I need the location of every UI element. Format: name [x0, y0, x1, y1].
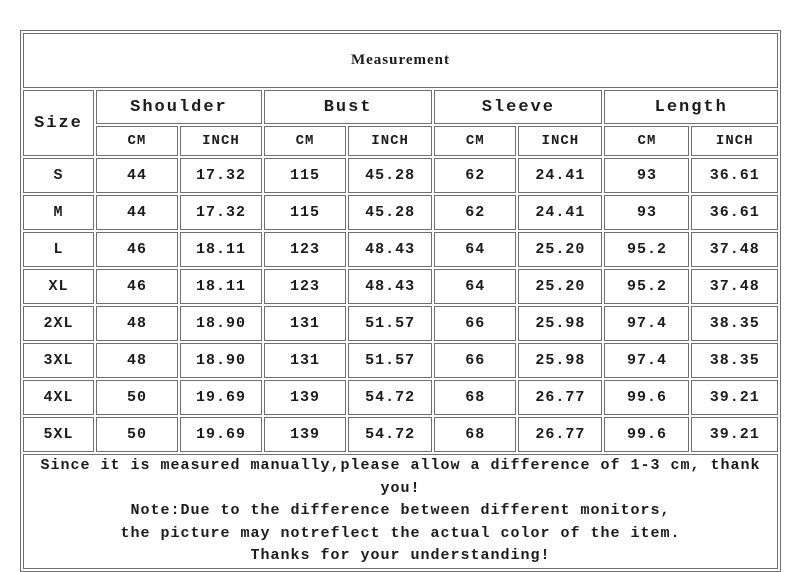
- value-cell: 39.21: [691, 380, 778, 415]
- value-cell: 93: [604, 195, 689, 230]
- size-cell: L: [23, 232, 94, 267]
- size-cell: 2XL: [23, 306, 94, 341]
- value-cell: 51.57: [348, 343, 432, 378]
- unit-header-sleeve-inch: INCH: [518, 126, 602, 156]
- value-cell: 48.43: [348, 232, 432, 267]
- value-cell: 36.61: [691, 158, 778, 193]
- value-cell: 18.11: [180, 232, 262, 267]
- note-line-4: Thanks for your understanding!: [250, 547, 551, 564]
- value-cell: 24.41: [518, 158, 602, 193]
- page-title: Measurement: [23, 33, 778, 88]
- value-cell: 18.11: [180, 269, 262, 304]
- value-cell: 99.6: [604, 380, 689, 415]
- value-cell: 115: [264, 195, 346, 230]
- unit-header-length-cm: CM: [604, 126, 689, 156]
- group-header-shoulder: Shoulder: [96, 90, 262, 124]
- value-cell: 19.69: [180, 417, 262, 452]
- table-row: [23, 380, 778, 415]
- value-cell: 54.72: [348, 417, 432, 452]
- value-cell: 36.61: [691, 195, 778, 230]
- size-cell: 5XL: [23, 417, 94, 452]
- table-row: [23, 158, 778, 193]
- value-cell: 17.32: [180, 158, 262, 193]
- value-cell: 48.43: [348, 269, 432, 304]
- value-cell: 99.6: [604, 417, 689, 452]
- value-cell: 66: [434, 306, 516, 341]
- footer-row: [23, 454, 778, 569]
- value-cell: 51.57: [348, 306, 432, 341]
- value-cell: 123: [264, 232, 346, 267]
- value-cell: 44: [96, 158, 178, 193]
- value-cell: 25.98: [518, 306, 602, 341]
- value-cell: 139: [264, 380, 346, 415]
- size-chart: [20, 30, 781, 572]
- size-cell: S: [23, 158, 94, 193]
- value-cell: 25.98: [518, 343, 602, 378]
- value-cell: 131: [264, 306, 346, 341]
- value-cell: 38.35: [691, 343, 778, 378]
- value-cell: 37.48: [691, 232, 778, 267]
- value-cell: 18.90: [180, 306, 262, 341]
- value-cell: 45.28: [348, 158, 432, 193]
- value-cell: 68: [434, 417, 516, 452]
- value-cell: 62: [434, 195, 516, 230]
- value-cell: 62: [434, 158, 516, 193]
- value-cell: 95.2: [604, 232, 689, 267]
- measurement-table: [20, 30, 781, 572]
- value-cell: 17.32: [180, 195, 262, 230]
- unit-header-bust-inch: INCH: [348, 126, 432, 156]
- unit-header-sleeve-cm: CM: [434, 126, 516, 156]
- value-cell: 48: [96, 343, 178, 378]
- footer-note: [23, 454, 778, 569]
- value-cell: 19.69: [180, 380, 262, 415]
- group-header-length: Length: [604, 90, 778, 124]
- group-header-row: [23, 90, 778, 124]
- title-row: [23, 33, 778, 88]
- unit-header-shoulder-cm: CM: [96, 126, 178, 156]
- value-cell: 26.77: [518, 380, 602, 415]
- table-row: [23, 232, 778, 267]
- table-row: [23, 343, 778, 378]
- size-cell: 4XL: [23, 380, 94, 415]
- table-row: [23, 195, 778, 230]
- table-row: [23, 417, 778, 452]
- value-cell: 123: [264, 269, 346, 304]
- value-cell: 50: [96, 417, 178, 452]
- size-cell: 3XL: [23, 343, 94, 378]
- note-line-3: the picture may notreflect the actual color of the item.: [120, 524, 681, 542]
- unit-header-length-inch: INCH: [691, 126, 778, 156]
- value-cell: 54.72: [348, 380, 432, 415]
- size-column-header: Size: [23, 90, 94, 156]
- value-cell: 64: [434, 269, 516, 304]
- value-cell: 66: [434, 343, 516, 378]
- value-cell: 115: [264, 158, 346, 193]
- value-cell: 93: [604, 158, 689, 193]
- table-row: [23, 269, 778, 304]
- value-cell: 46: [96, 269, 178, 304]
- group-header-bust: Bust: [264, 90, 432, 124]
- value-cell: 37.48: [691, 269, 778, 304]
- note-line-1: Since it is measured manually,please allow a difference of 1-3 cm, thank you!: [40, 457, 761, 497]
- value-cell: 50: [96, 380, 178, 415]
- value-cell: 46: [96, 232, 178, 267]
- value-cell: 68: [434, 380, 516, 415]
- value-cell: 25.20: [518, 269, 602, 304]
- value-cell: 38.35: [691, 306, 778, 341]
- unit-header-row: [23, 126, 778, 156]
- value-cell: 95.2: [604, 269, 689, 304]
- value-cell: 48: [96, 306, 178, 341]
- value-cell: 18.90: [180, 343, 262, 378]
- value-cell: 139: [264, 417, 346, 452]
- size-cell: M: [23, 195, 94, 230]
- value-cell: 39.21: [691, 417, 778, 452]
- table-row: [23, 306, 778, 341]
- value-cell: 97.4: [604, 306, 689, 341]
- value-cell: 45.28: [348, 195, 432, 230]
- note-line-2: Note:Due to the difference between different monitors,: [130, 502, 671, 519]
- unit-header-shoulder-inch: INCH: [180, 126, 262, 156]
- value-cell: 24.41: [518, 195, 602, 230]
- value-cell: 25.20: [518, 232, 602, 267]
- group-header-sleeve: Sleeve: [434, 90, 602, 124]
- value-cell: 26.77: [518, 417, 602, 452]
- value-cell: 44: [96, 195, 178, 230]
- size-cell: XL: [23, 269, 94, 304]
- value-cell: 97.4: [604, 343, 689, 378]
- value-cell: 64: [434, 232, 516, 267]
- value-cell: 131: [264, 343, 346, 378]
- unit-header-bust-cm: CM: [264, 126, 346, 156]
